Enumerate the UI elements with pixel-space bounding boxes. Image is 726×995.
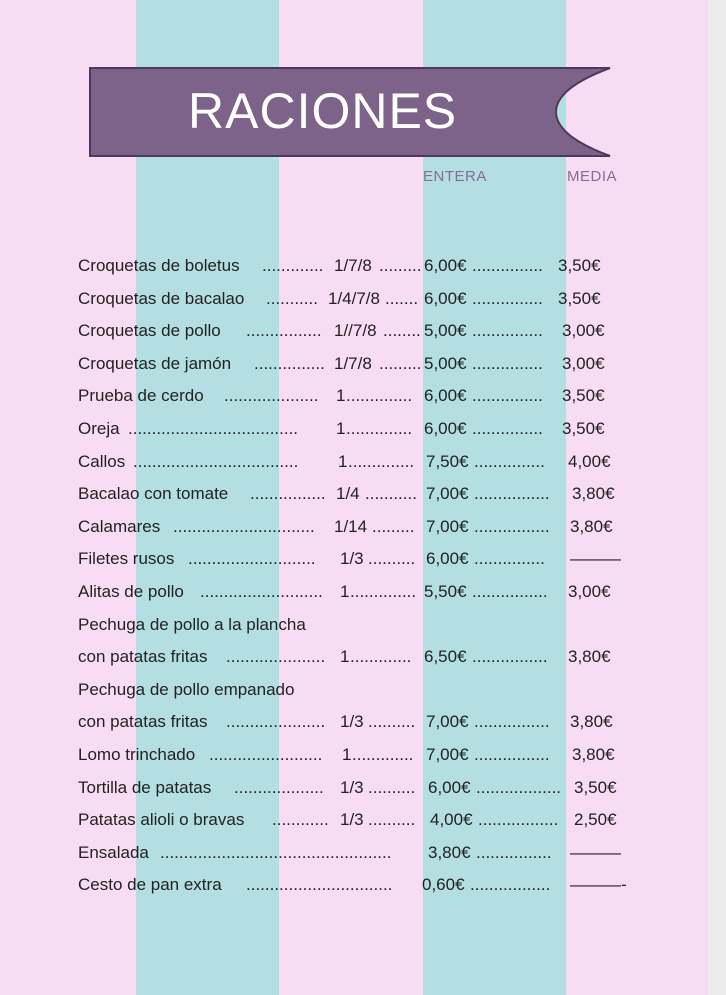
allergens: 1/3	[340, 810, 364, 830]
dot-leader: ...............	[474, 549, 545, 569]
dot-leader: .......	[385, 288, 419, 308]
price-entera: 7,50€	[426, 451, 469, 471]
dot-leader: ................	[472, 647, 548, 667]
price-entera: 6,00€	[424, 256, 467, 275]
dot-leader: ..........	[368, 712, 416, 732]
dot-leader: ...............	[472, 386, 543, 406]
dot-leader: ..............	[346, 418, 413, 438]
allergens: 1/4/7/8	[328, 288, 380, 308]
dot-leader: ................	[472, 581, 548, 601]
dish-name: Croquetas de jamón	[78, 353, 232, 373]
price-entera: 7,00€	[426, 744, 469, 764]
allergens: 1	[340, 581, 350, 601]
menu-row	[78, 582, 638, 615]
price-media: ———-	[570, 875, 627, 895]
menu-row	[78, 843, 638, 876]
allergens: 1/3	[340, 777, 364, 797]
menu-row	[78, 484, 638, 517]
title-banner	[88, 66, 614, 158]
dish-name: Lomo trinchado	[78, 744, 196, 764]
allergens: 1/7/8	[334, 256, 372, 275]
dot-leader: .........	[372, 516, 415, 536]
dish-name: Croquetas de bacalao	[78, 288, 245, 308]
dot-leader: .................	[470, 875, 551, 895]
dish-name: con patatas fritas	[78, 712, 208, 732]
allergens: 1	[338, 451, 348, 471]
price-entera: 6,00€	[424, 288, 467, 308]
price-media: 3,80€	[572, 484, 615, 504]
price-entera: 7,00€	[426, 712, 469, 732]
price-media: 3,50€	[558, 256, 601, 275]
price-media: 3,00€	[568, 581, 611, 601]
price-media: 3,50€	[562, 418, 605, 438]
dot-leader: ..................	[476, 777, 562, 797]
price-entera: 6,00€	[424, 386, 467, 406]
dot-leader: ...............	[472, 418, 543, 438]
dish-name: Callos	[78, 451, 126, 471]
dot-leader: ..............	[350, 581, 417, 601]
dot-leader: ................	[476, 842, 552, 862]
dot-leader: ........................	[209, 744, 323, 764]
price-media: 3,80€	[570, 516, 613, 536]
allergens: 1	[336, 418, 346, 438]
menu-row	[78, 321, 638, 354]
price-media: 3,50€	[558, 288, 601, 308]
price-entera: 5,00€	[424, 353, 467, 373]
dish-name: Oreja	[78, 418, 120, 438]
price-media: ———	[570, 842, 621, 862]
dot-leader: ..............	[348, 451, 415, 471]
price-entera: 6,00€	[426, 549, 469, 569]
dish-name: Filetes rusos	[78, 549, 175, 569]
dish-name: Prueba de cerdo	[78, 386, 204, 406]
price-entera: 5,50€	[424, 581, 467, 601]
menu-row-heading	[78, 615, 638, 648]
dot-leader: ..........	[368, 777, 416, 797]
price-media: 3,00€	[562, 321, 605, 341]
price-media: 2,50€	[574, 810, 617, 830]
price-entera: 0,60€	[422, 875, 465, 895]
column-header-entera: ENTERA	[423, 168, 487, 185]
dot-leader: .............	[262, 256, 324, 275]
dot-leader: ...........	[365, 484, 417, 504]
dot-leader: ....................................	[128, 418, 299, 438]
dot-leader: .........	[379, 353, 422, 373]
dot-leader: ...............	[472, 321, 543, 341]
dot-leader: .........	[379, 256, 422, 275]
dot-leader: ...............	[254, 353, 325, 373]
dish-name: Croquetas de pollo	[78, 321, 221, 341]
dot-leader: .................	[478, 810, 559, 830]
menu-row	[78, 745, 638, 778]
menu-row	[78, 875, 638, 908]
price-entera: 4,00€	[430, 810, 473, 830]
dot-leader: ...............	[474, 451, 545, 471]
dot-leader: ...........................	[188, 549, 316, 569]
dot-leader: ................	[246, 321, 322, 341]
menu-list	[78, 256, 638, 908]
price-media: 3,80€	[572, 744, 615, 764]
allergens: 1//7/8	[334, 321, 377, 341]
menu-row	[78, 452, 638, 485]
dot-leader: ..............................	[173, 516, 315, 536]
allergens: 1	[336, 386, 346, 406]
price-entera: 6,00€	[424, 418, 467, 438]
dish-name: con patatas fritas	[78, 647, 208, 667]
dot-leader: ...............	[472, 256, 543, 275]
allergens: 1/4	[336, 484, 360, 504]
dot-leader: ................	[474, 484, 550, 504]
menu-row-heading	[78, 680, 638, 713]
menu-row	[78, 517, 638, 550]
dot-leader: ...................................	[133, 451, 299, 471]
column-header-media: MEDIA	[567, 168, 618, 185]
dot-leader: ................	[250, 484, 326, 504]
allergens: 1/14	[334, 516, 368, 536]
dish-name: Cesto de pan extra	[78, 875, 222, 895]
price-entera: 6,00€	[428, 777, 471, 797]
price-media: ———	[570, 549, 621, 569]
price-entera: 7,00€	[426, 516, 469, 536]
dot-leader: .................................................	[160, 842, 392, 862]
allergens: 1/7/8	[334, 353, 372, 373]
dot-leader: ...............	[472, 353, 543, 373]
dot-leader: ....................	[224, 386, 319, 406]
dot-leader: ................	[474, 516, 550, 536]
menu-row	[78, 289, 638, 322]
allergens: 1/3	[340, 712, 364, 732]
dot-leader: ...............................	[246, 875, 393, 895]
allergens: 1	[340, 647, 350, 667]
menu-row	[78, 647, 638, 680]
menu-row	[78, 778, 638, 811]
dot-leader: ...................	[234, 777, 324, 797]
price-media: 4,00€	[568, 451, 611, 471]
page-title: RACIONES	[188, 83, 458, 139]
allergens: 1	[342, 744, 352, 764]
dot-leader: .....................	[226, 647, 326, 667]
dish-name: Pechuga de pollo empanado	[78, 679, 295, 699]
dish-name: Bacalao con tomate	[78, 484, 229, 504]
price-media: 3,80€	[568, 647, 611, 667]
dot-leader: ..............	[346, 386, 413, 406]
dish-name: Patatas alioli o bravas	[78, 810, 245, 830]
dot-leader: ..........	[368, 810, 416, 830]
menu-row	[78, 354, 638, 387]
dish-name: Calamares	[78, 516, 161, 536]
price-media: 3,50€	[574, 777, 617, 797]
dish-name: Pechuga de pollo a la plancha	[78, 614, 306, 634]
dish-name: Tortilla de patatas	[78, 777, 212, 797]
allergens: 1/3	[340, 549, 364, 569]
dot-leader: .............	[350, 647, 412, 667]
dot-leader: ................	[474, 712, 550, 732]
menu-row	[78, 419, 638, 452]
price-entera: 5,00€	[424, 321, 467, 341]
price-media: 3,00€	[562, 353, 605, 373]
menu-row	[78, 256, 638, 289]
dish-name: Ensalada	[78, 842, 149, 862]
dot-leader: ............	[272, 810, 329, 830]
dot-leader: .............	[352, 744, 414, 764]
price-media: 3,80€	[570, 712, 613, 732]
price-entera: 6,50€	[424, 647, 467, 667]
dot-leader: .....................	[226, 712, 326, 732]
menu-row	[78, 386, 638, 419]
menu-row	[78, 712, 638, 745]
price-entera: 7,00€	[426, 484, 469, 504]
dot-leader: ................	[474, 744, 550, 764]
dot-leader: ..........	[368, 549, 416, 569]
menu-row	[78, 810, 638, 843]
dot-leader: ..........................	[200, 581, 323, 601]
page-edge	[708, 0, 726, 995]
price-entera: 3,80€	[428, 842, 471, 862]
dot-leader: ...............	[472, 288, 543, 308]
dish-name: Croquetas de boletus	[78, 256, 240, 275]
dot-leader: ........	[383, 321, 421, 341]
dot-leader: ...........	[266, 288, 318, 308]
menu-row	[78, 549, 638, 582]
price-media: 3,50€	[562, 386, 605, 406]
dish-name: Alitas de pollo	[78, 581, 184, 601]
